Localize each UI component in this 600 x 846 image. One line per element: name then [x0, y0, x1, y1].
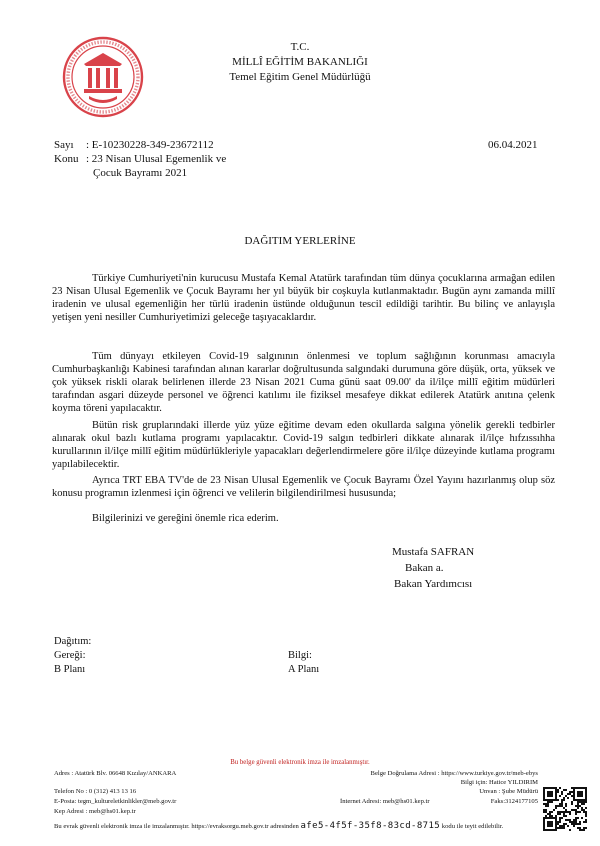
bilgi-label: Bilgi:	[288, 650, 312, 661]
signatory-title: Bakan Yardımcısı	[394, 578, 473, 590]
konu-label: Konu	[54, 153, 79, 165]
signatory-role: Bakan a.	[405, 562, 444, 574]
footer-verify-url[interactable]: Belge Doğrulama Adresi : https://www.turkiye.gov.tr/meb-ebys	[370, 770, 538, 777]
distribution-label: Dağıtım:	[54, 636, 92, 647]
qr-code-icon	[543, 787, 587, 831]
footer-phone: Telefon No : 0 (312) 413 13 16	[54, 788, 137, 795]
konu-value-line1: : 23 Nisan Ulusal Egemenlik ve	[86, 153, 227, 165]
sayi-label: Sayı	[54, 139, 74, 151]
verification-prefix: Bu evrak güvenli elektronik imza ile imzalanmıştır. https://evraksorgu.meb.gov.tr adresinden	[54, 823, 299, 830]
signatory-name: Mustafa SAFRAN	[392, 546, 475, 558]
footer-contact-title: Unvan : Şube Müdürü	[479, 788, 538, 795]
paragraph-3-wrap	[52, 419, 555, 471]
paragraph-2-wrap	[52, 350, 555, 415]
paragraph-2: Tüm dünyayı etkileyen Covid-19 salgınının önlenmesi ve toplum sağlığının korunması amacıyla Cumhurbaşkanlığı Kabinesi tarafından alınan kararlar doğrultusunda salgındaki durumuna göre düşük, orta, yüksek ve çok yüksek riskli olarak belirlenen illerde 23 Nisan 2021 Cuma günü saat 09.00' da il/ilçe millî eğitim müdürleri tarafından asgari düzeyde personel ve öğrenci katılımı ile fiziksel mesafeye dikkat edilerek Atatürk anıtına çelenk koyma töreni yapılacaktır.	[52, 351, 555, 415]
paragraph-5: Bilgilerinizi ve gereğini önemle rica ederim.	[92, 513, 279, 524]
verification-suffix: kodu ile teyit edilebilir.	[441, 823, 504, 830]
footer-kep[interactable]: Kep Adresi : meb@hs01.kep.tr	[54, 808, 136, 815]
letter-body	[52, 272, 555, 324]
header-directorate: Temel Eğitim Genel Müdürlüğü	[229, 71, 371, 83]
e-signature-note: Bu belge güvenli elektronik imza ile imzalanmıştır.	[230, 759, 370, 766]
geregi-label: Gereği:	[54, 650, 86, 661]
header-tc: T.C.	[290, 41, 310, 53]
paragraph-4-wrap	[52, 474, 555, 500]
footer-contact-person: Bilgi için: Hatice YILDIRIM	[460, 779, 538, 786]
footer-verification-line	[54, 822, 503, 831]
footer-fax: Faks:3124177105	[490, 798, 538, 805]
footer-address: Adres : Atatürk Blv. 06648 Kızılay/ANKARA	[54, 770, 177, 777]
footer-email[interactable]: E-Posta: tegm_kultureletkinlikler@meb.gov.tr	[54, 798, 177, 805]
paragraph-1: Türkiye Cumhuriyeti'nin kurucusu Mustafa Kemal Atatürk tarafından tüm dünya çocuklarına armağan edilen 23 Nisan Ulusal Egemenlik ve Çocuk Bayramı her yıl büyük bir coşkuyla kutlanmaktadır. Bugün aynı zamanda millî iradenin ve ulusal egemenliğin her türlü iradenin üstünde olduğunun tescil edildiği tarihtir. Bu bilinç ve anlayışla yetişen yeni nesiller Cumhuriyetimizi geleceğe taşıyacaklardır.	[52, 273, 555, 324]
verification-code: afe5-4f5f-35f8-83cd-8715	[300, 821, 441, 831]
sayi-value: : E-10230228-349-23672112	[86, 139, 214, 151]
paragraph-4: Ayrıca TRT EBA TV'de de 23 Nisan Ulusal Egemenlik ve Çocuk Bayramı Özel Yayını hazırlanmış olup söz konusu programın izlenmesi için öğrenci ve velilerin bilgilendirilmesi hususunda;	[52, 475, 555, 500]
paragraph-3: Bütün risk gruplarındaki illerde yüz yüze eğitime devam eden okullarda salgına yönelik gerekli tedbirler alınarak okul bazlı kutlama programı yapılacaktır. Covid-19 salgın tedbirleri dikkate alınarak il/ilçe hıfzıssıhha kurullarının il/ilçe millî eğitim müdürlükleriyle yapacakları değerlendirmelere göre il/ilçe düzeyinde kutlama programı yapılabilecektir.	[52, 420, 555, 471]
signature-block	[392, 544, 474, 592]
document-date: 06.04.2021	[488, 139, 538, 151]
paragraph-5-wrap	[52, 512, 555, 525]
konu-value-line2: Çocuk Bayramı 2021	[93, 167, 188, 179]
header-ministry: MİLLÎ EĞİTİM BAKANLIĞI	[232, 56, 368, 68]
recipient-heading: DAĞITIM YERLERİNE	[244, 235, 356, 247]
geregi-value: B Planı	[54, 664, 86, 675]
bilgi-value: A Planı	[288, 664, 320, 675]
meb-seal-logo	[62, 36, 144, 118]
footer-internet[interactable]: İnternet Adresi: meb@hs01.kep.tr	[340, 798, 430, 805]
